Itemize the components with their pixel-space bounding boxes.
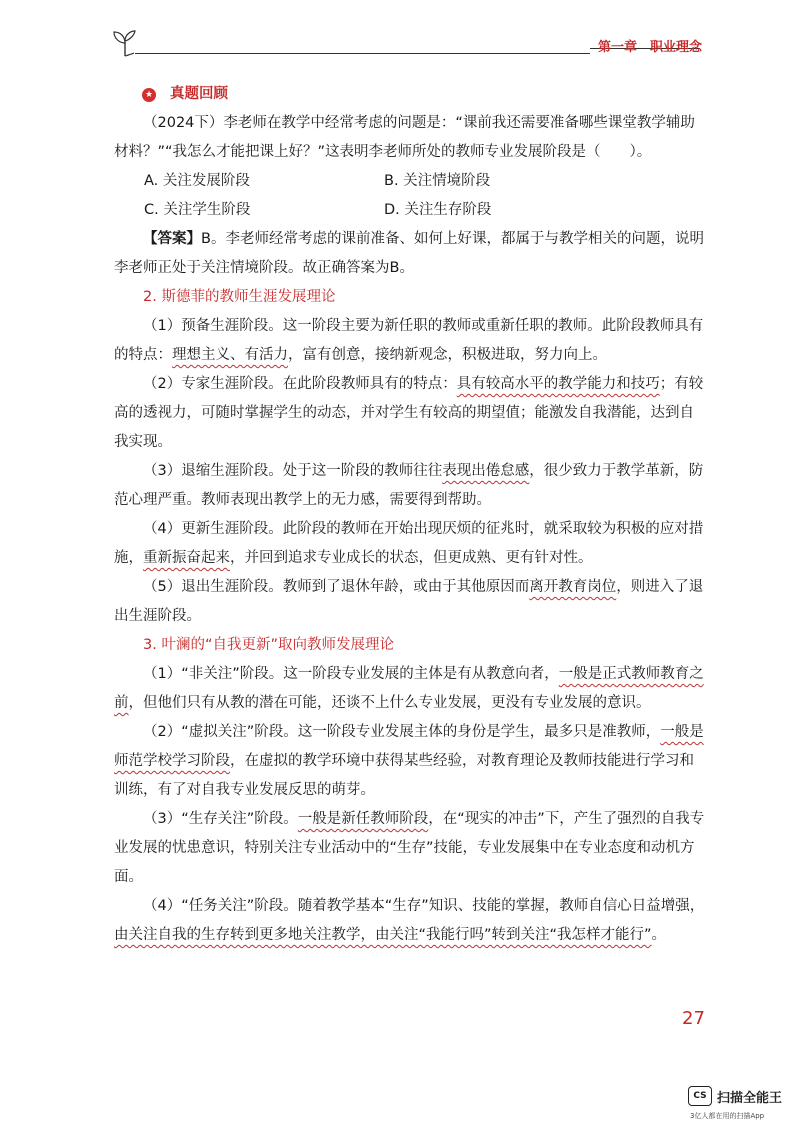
- section-2-item-4: （4）更新生涯阶段。此阶段的教师在开始出现厌烦的征兆时，就采取较为积极的应对措施，重新振奋起来，并回到追求专业成长的状态，但更成熟、更有针对性。: [114, 521, 704, 566]
- star-badge-icon: ★: [142, 88, 156, 102]
- section-3-item-2: （2）“虚拟关注”阶段。这一阶段专业发展主体的身份是学生，最多只是准教师，一般是师范学校学习阶段，在虚拟的教学环境中获得某些经验，对教育理论及教师技能进行学习和训练，有了对自我专业发展反思的萌芽。: [114, 724, 704, 798]
- section-3-item-4: （4）“任务关注”阶段。随着教学基本“生存”知识、技能的掌握，教师自信心日益增强，由关注自我的生存转到更多地关注教学，由关注“我能行吗”转到关注“我怎样才能行”。: [114, 898, 705, 943]
- key-phrase: 具有较高水平的教学能力和技巧: [456, 376, 660, 392]
- option-d: D. 关注生存阶段: [384, 202, 492, 218]
- scanner-name: 扫描全能王: [717, 1090, 783, 1106]
- option-c: C. 关注学生阶段: [144, 202, 251, 218]
- option-a: A. 关注发展阶段: [144, 173, 250, 189]
- section-3-item-1: （1）“非关注”阶段。这一阶段专业发展的主体是有从教意向者，一般是正式教师教育之前，但他们只有从教的潜在可能，还谈不上什么专业发展，更没有专业发展的意识。: [114, 666, 704, 711]
- section-3-title: 3. 叶澜的“自我更新”取向教师发展理论: [143, 637, 394, 653]
- answer-options: [114, 167, 706, 225]
- section-2-item-3: （3）退缩生涯阶段。处于这一阶段的教师往往表现出倦怠感，很少致力于教学革新，防范心理严重。教师表现出教学上的无力感，需要得到帮助。: [114, 463, 704, 508]
- review-heading: [114, 80, 706, 109]
- review-question: （2024下）李老师在教学中经常考虑的问题是：“课前我还需要准备哪些课堂教学辅助材料？”“我怎么才能把课上好？”这表明李老师所处的教师专业发展阶段是（ ）。: [114, 115, 695, 160]
- option-b: B. 关注情境阶段: [384, 173, 491, 189]
- key-phrase: 离开教育岗位: [529, 579, 617, 595]
- scanner-logo: CS: [688, 1086, 712, 1106]
- key-phrase: 理想主义、有活力: [172, 347, 288, 363]
- answer-text: B。李老师经常考虑的课前准备、如何上好课，都属于与教学相关的问题，说明李老师正处于关注情境阶段。故正确答案为B。: [114, 231, 704, 276]
- review-answer: [114, 225, 706, 283]
- chapter-title: 第一章 职业理念: [598, 40, 703, 55]
- review-heading-label: 真题回顾: [170, 86, 228, 102]
- page-content: [114, 80, 706, 950]
- key-phrase: 由关注自我的生存转到更多地关注教学，由关注“我能行吗”转到关注“我怎样才能行”: [114, 927, 652, 943]
- scanner-tagline: 3亿人都在用的扫描App: [690, 1112, 765, 1120]
- section-2-title: 2. 斯德菲的教师生涯发展理论: [143, 289, 336, 305]
- key-phrase: 一般是新任教师阶段: [297, 811, 429, 827]
- key-phrase: 一般是正式教师教育之前: [114, 666, 704, 711]
- page-number: 27: [682, 1008, 705, 1029]
- key-phrase: 重新振奋起来: [143, 550, 230, 566]
- key-phrase: 表现出倦怠感: [442, 463, 530, 479]
- section-3-item-3: （3）“生存关注”阶段。一般是新任教师阶段，在“现实的冲击”下，产生了强烈的自我专业发展的忧患意识，特别关注专业活动中的“生存”技能，专业发展集中在专业态度和动机方面。: [114, 811, 705, 885]
- scanner-watermark: [688, 1086, 782, 1106]
- section-2-item-5: （5）退出生涯阶段。教师到了退休年龄，或由于其他原因而离开教育岗位，则进入了退出生涯阶段。: [114, 579, 704, 624]
- section-2-item-2: （2）专家生涯阶段。在此阶段教师具有的特点：具有较高水平的教学能力和技巧；有较高的透视力，可随时掌握学生的动态，并对学生有较高的期望值；能激发自我潜能，达到自我实现。: [114, 376, 704, 450]
- answer-label: 【答案】: [143, 231, 201, 247]
- header-rule: [135, 53, 590, 54]
- section-2-item-1: （1）预备生涯阶段。这一阶段主要为新任职的教师或重新任职的教师。此阶段教师具有的特点：理想主义、有活力，富有创意，接纳新观念，积极进取，努力向上。: [114, 318, 704, 363]
- key-phrase: 一般是师范学校学习阶段: [114, 724, 704, 769]
